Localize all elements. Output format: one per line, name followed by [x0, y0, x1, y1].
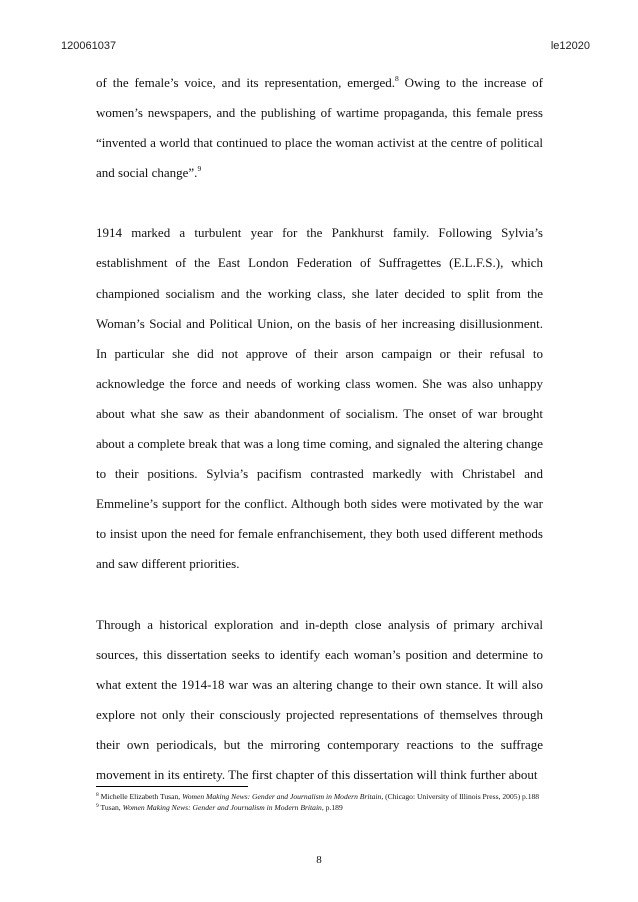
footnote-divider — [96, 786, 248, 787]
footnote-9 — [96, 802, 543, 813]
paragraph-1 — [96, 68, 543, 188]
paragraph-3 — [96, 610, 543, 791]
footnote-ref: 8 — [395, 74, 399, 83]
footnote-ref: 9 — [197, 164, 202, 174]
page-number: 8 — [316, 854, 322, 866]
text-run: Women Making News: Gender and Journalism in Modern Britain — [122, 803, 322, 812]
text-run: , p.189 — [321, 803, 343, 812]
text-run: Through a historical exploration and in-depth close analysis of primary archival sources, this dissertation seeks to identify each woman’s position and determine to what extent the 1914-18 war was an altering change to their own stance. It will also explore not only their consciously projected representations of themselves through their own periodicals, but the mirroring contemporary reactions to the suffrage movement in its entirety. The first chapter of this dissertation will think further about — [96, 616, 543, 782]
text-run: of the female’s voice, and its representation, emerged. — [96, 75, 396, 90]
header-student-id: 120061037 — [61, 40, 117, 52]
footnote-ref: 8 — [96, 792, 99, 798]
footnotes — [96, 791, 543, 813]
text-run: 1914 marked a turbulent year for the Pankhurst family. Following Sylvia’s establishment of the East London Federation of Suffragettes (E.L.F.S.), which championed socialism and the working class, she later decided to split from the Woman’s Social and Political Union, on the basis of her increasing disillusionment. In particular she did not approve of their arson campaign or their refusal to acknowledge the force and needs of working class women. She was also unhappy about what she saw as their abandonment of socialism. The onset of war brought about a complete break that was a long time coming, and signaled the altering change to their positions. Sylvia’s pacifism contrasted markedly with Christabel and Emmeline’s support for the conflict. Although both sides were motivated by the war to insist upon the need for female enfranchisement, they both used different methods and saw different priorities. — [96, 225, 543, 572]
text-run: Tusan, — [98, 803, 123, 812]
text-run: Michelle Elizabeth Tusan, — [98, 792, 183, 801]
paragraph-2 — [96, 218, 543, 579]
header-module-code: le12020 — [550, 40, 590, 52]
text-run: , (Chicago: University of Illinois Press, 2005) p.188 — [381, 792, 540, 801]
text-run: Owing to the increase of women’s newspapers, and the publishing of wartime propaganda, this female press “invented a world that continued to place the woman activist at the centre of political and social change”. — [96, 75, 543, 181]
footnote-ref: 9 — [96, 803, 99, 809]
footnote-8 — [96, 791, 543, 802]
text-run: Women Making News: Gender and Journalism in Modern Britain — [182, 792, 382, 801]
body-text — [96, 68, 543, 790]
